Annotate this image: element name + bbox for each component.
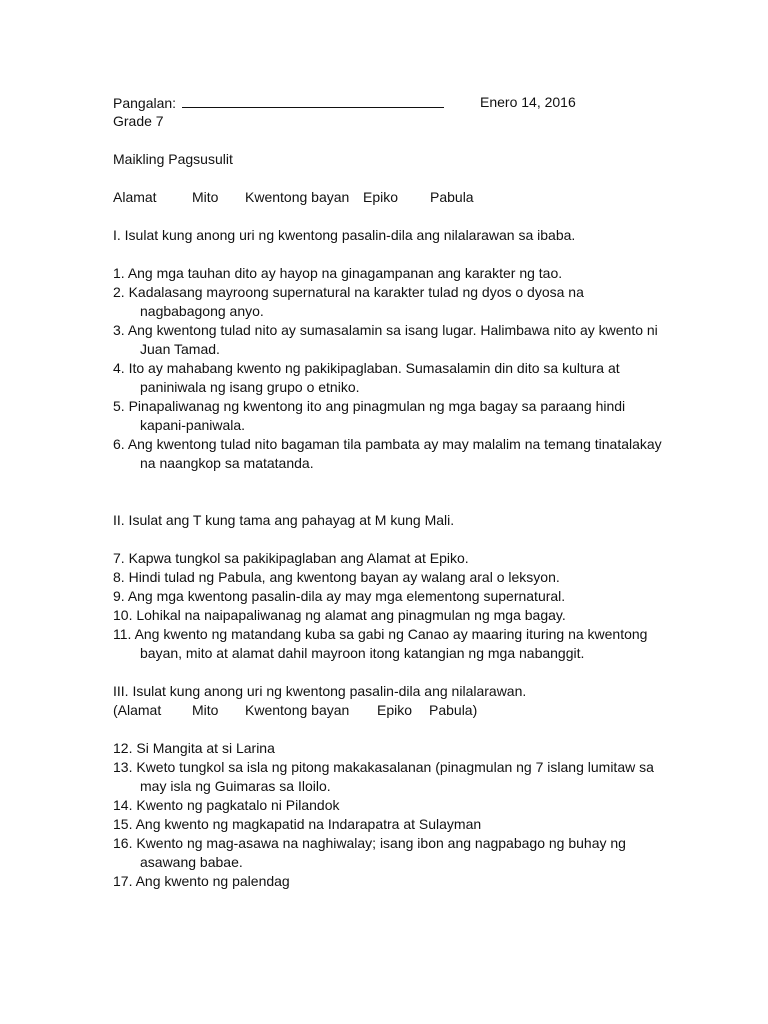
choice-epiko: Epiko	[363, 189, 399, 205]
list-item: 12. Si Mangita at si Larina	[113, 740, 275, 756]
list-item: 9. Ang mga kwentong pasalin-dila ay may mga elementong supernatural.	[113, 588, 566, 604]
list-item: 1. Ang mga tauhan dito ay hayop na ginagampanan ang karakter ng tao.	[113, 265, 563, 281]
list-item: 6. Ang kwentong tulad nito bagaman tila pambata ay may malalim na temang tinatalakay na naangkop sa matatanda.	[113, 436, 662, 471]
list-item: 7. Kapwa tungkol sa pakikipaglaban ang Alamat at Epiko.	[113, 550, 469, 566]
choice-kwentong-bayan: Kwentong bayan	[245, 702, 350, 718]
choice-pabula: Pabula	[430, 189, 474, 205]
choice-mito: Mito	[192, 189, 219, 205]
choice-epiko: Epiko	[377, 702, 413, 718]
list-item: 2. Kadalasang mayroong supernatural na karakter tulad ng dyos o dyosa na nagbabagong anyo.	[113, 284, 584, 319]
section2-instruction: II. Isulat ang T kung tama ang pahayag at M kung Mali.	[113, 512, 455, 528]
choice-alamat: Alamat	[113, 189, 157, 205]
list-item: 16. Kwento ng mag-asawa na naghiwalay; isang ibon ang nagpabago ng buhay ng asawang babae.	[113, 835, 626, 870]
list-item: 15. Ang kwento ng magkapatid na Indarapatra at Sulayman	[113, 816, 482, 832]
list-item: 3. Ang kwentong tulad nito ay sumasalamin sa isang lugar. Halimbawa nito ay kwento ni Juan Tamad.	[113, 322, 658, 357]
grade: Grade 7	[113, 113, 164, 129]
list-item: 5. Pinapaliwanag ng kwentong ito ang pinagmulan ng mga bagay sa paraang hindi kapani-paniwala.	[113, 398, 626, 433]
list-item: 4. Ito ay mahabang kwento ng pakikipaglaban. Sumasalamin din dito sa kultura at paniniwala ng isang grupo o etniko.	[113, 360, 620, 395]
section2-list	[113, 549, 673, 663]
date: Enero 14, 2016	[480, 94, 576, 110]
list-item: 17. Ang kwento ng palendag	[113, 873, 290, 889]
list-item: 11. Ang kwento ng matandang kuba sa gabi ng Canao ay maaring ituring na kwentong bayan, mito at alamat dahil mayroon itong katangian ng mga nabanggit.	[113, 626, 648, 661]
choices-row	[113, 188, 673, 207]
list-item: 14. Kwento ng pagkatalo ni Pilandok	[113, 797, 340, 813]
section3-instruction: III. Isulat kung anong uri ng kwentong pasalin-dila ang nilalarawan.	[113, 683, 527, 699]
list-item: 10. Lohikal na naipapaliwanag ng alamat ang pinagmulan ng mga bagay.	[113, 607, 566, 623]
choice-alamat: (Alamat	[113, 702, 162, 718]
name-blank-line	[182, 93, 444, 108]
section1-list	[113, 264, 673, 473]
list-item: 8. Hindi tulad ng Pabula, ang kwentong bayan ay walang aral o leksyon.	[113, 569, 560, 585]
name-label: Pangalan:	[113, 95, 177, 111]
section1-instruction: I. Isulat kung anong uri ng kwentong pasalin-dila ang nilalarawan sa ibaba.	[113, 227, 576, 243]
quiz-title: Maikling Pagsusulit	[113, 151, 233, 167]
section3-list	[113, 739, 673, 891]
name-row	[113, 93, 673, 112]
list-item: 13. Kweto tungkol sa isla ng pitong makakasalanan (pinagmulan ng 7 islang lumitaw sa may isla ng Guimaras sa Iloilo.	[113, 759, 654, 794]
choice-kwentong-bayan: Kwentong bayan	[245, 189, 350, 205]
choice-pabula: Pabula)	[429, 702, 478, 718]
section3-choices-row	[113, 701, 673, 720]
worksheet	[113, 93, 673, 891]
choice-mito: Mito	[192, 702, 219, 718]
